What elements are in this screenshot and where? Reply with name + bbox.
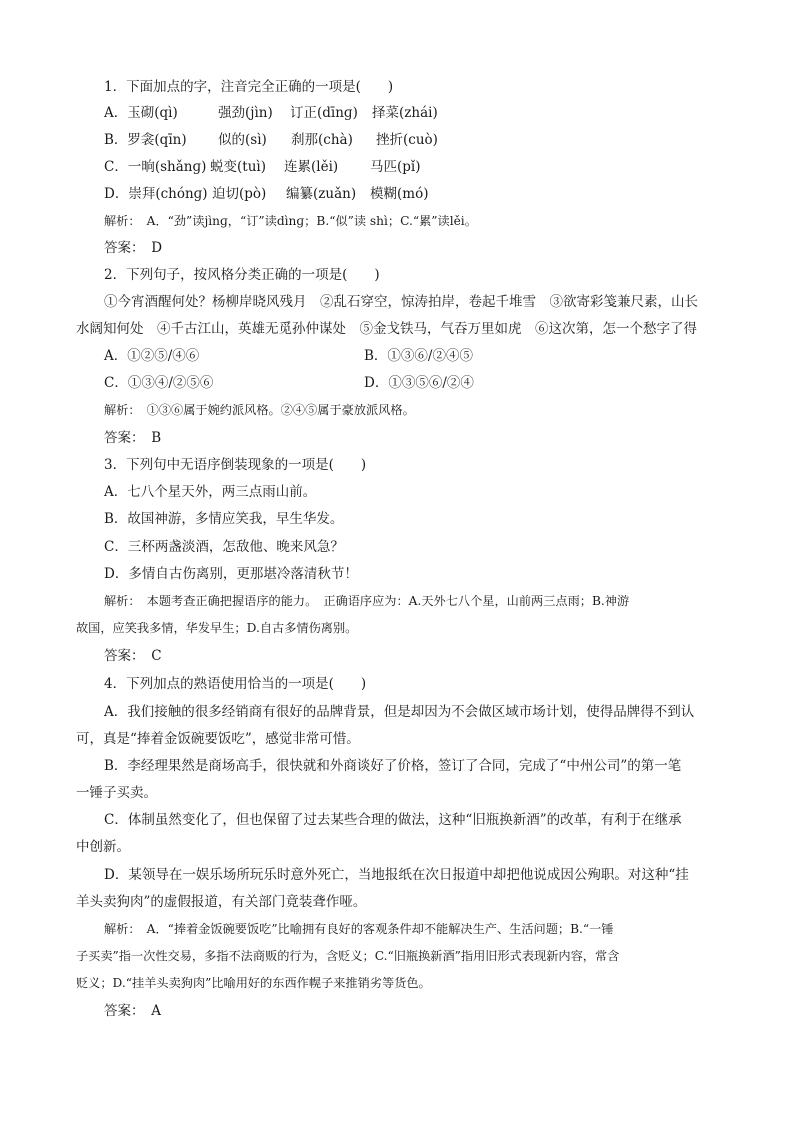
q3-option-d: D．多情自古伤离别，更那堪冷落清秋节！ — [104, 566, 358, 582]
q4-option-d-line-2: 羊头卖狗肉”的虚假报道，有关部门竟装聋作哑。 — [76, 894, 367, 910]
q4-option-a-line-2: 可，真是“捧着金饭碗要饭吃”，感觉非常可惜。 — [76, 731, 360, 747]
question-3-analysis-line-1: 解析： 本题考查正确把握语序的能力。 正确语序应为：A.天外七八个星，山前两三点雨；B.神游 — [104, 594, 630, 608]
q3-option-c: C．三杯两盏淡酒，怎敌他、晚来风急？ — [104, 539, 344, 555]
q1-option-c-1: C．一晌(shǎnɡ) — [104, 159, 207, 175]
q2-option-b: B．①③⑥/②④⑤ — [364, 348, 473, 364]
q1-option-c-2: 蜕变(tuì) — [210, 159, 266, 175]
q4-option-b-line-2: 一锤子买卖。 — [76, 785, 157, 801]
q1-option-c-4: 马匹(pǐ) — [370, 159, 421, 175]
question-4-analysis-line-3: 贬义；D.“挂羊头卖狗肉”比喻用好的东西作幌子来推销劣等货色。 — [76, 976, 431, 990]
q4-option-c-line-2: 中创新。 — [76, 839, 130, 855]
q4-option-c-line-1: C．体制虽然变化了，但也保留了过去某些合理的做法，这种“旧瓶换新酒”的改革，有利于在继承 — [104, 812, 682, 828]
question-3-stem: 3．下列句中无语序倒装现象的一项是( ) — [104, 457, 367, 473]
question-3-answer: 答案： C — [104, 648, 162, 664]
question-4-stem: 4．下列加点的熟语使用恰当的一项是( ) — [104, 676, 367, 692]
q1-option-d-1: D．崇拜(chónɡ) — [104, 186, 208, 202]
question-4-analysis-line-2: 子买卖”指一次性交易，多指不法商贩的行为，含贬义；C.“旧瓶换新酒”指用旧形式表现新内容，常含 — [76, 949, 620, 963]
q2-option-c: C．①③④/②⑤⑥ — [104, 375, 214, 391]
question-4-answer: 答案： A — [104, 1003, 161, 1019]
q1-option-b-4: 挫折(cuò) — [376, 132, 438, 148]
q1-option-d-2: 迫切(pò) — [212, 186, 267, 202]
q1-option-a-4: 择菜(zhái) — [372, 105, 438, 121]
question-2-body-line-1: ①今宵酒醒何处？杨柳岸晓风残月 ②乱石穿空，惊涛拍岸，卷起千堆雪 ③欲寄彩笺兼尺素，山长 — [104, 294, 698, 310]
question-1-stem: 1．下面加点的字，注音完全正确的一项是( ) — [104, 79, 394, 95]
question-2-stem: 2．下列句子，按风格分类正确的一项是( ) — [104, 267, 380, 283]
question-1-analysis: 解析： A．“劲”读jìnɡ，“订”读dìnɡ；B.“似”读 shì；C.“累”读lěi。 — [104, 214, 477, 228]
q1-option-b-3: 刹那(chà) — [291, 132, 353, 148]
question-2-body-line-2: 水阔知何处 ④千古江山，英雄无觅孙仲谋处 ⑤金戈铁马，气吞万里如虎 ⑥这次第，怎一个愁字了得 — [76, 321, 697, 337]
question-1-answer: 答案： D — [104, 240, 163, 256]
q1-option-c-3: 连累(lěi) — [284, 159, 339, 175]
q2-option-d: D．①③⑤⑥/②④ — [364, 375, 474, 391]
question-2-answer: 答案： B — [104, 430, 162, 446]
q3-option-b: B．故国神游，多情应笑我，早生华发。 — [104, 511, 344, 527]
question-3-analysis-line-2: 故国，应笑我多情，华发早生；D.自古多情伤离别。 — [76, 621, 358, 635]
q1-option-d-4: 模糊(mó) — [370, 186, 429, 202]
q4-option-a-line-1: A．我们接触的很多经销商有很好的品牌背景，但是却因为不会做区域市场计划，使得品牌得不到认 — [104, 704, 695, 720]
question-2-analysis: 解析： ①③⑥属于婉约派风格。②④⑤属于豪放派风格。 — [104, 403, 415, 417]
q1-option-a-2: 强劲(jìn) — [218, 105, 273, 121]
q4-option-d-line-1: D．某领导在一娱乐场所玩乐时意外死亡，当地报纸在次日报道中却把他说成因公殉职。对这种“挂 — [104, 867, 689, 883]
q1-option-d-3: 编纂(zuǎn) — [286, 186, 357, 202]
q1-option-b-1: B．罗衾(qīn) — [104, 132, 187, 148]
q3-option-a: A．七八个星天外，两三点雨山前。 — [104, 484, 317, 500]
q1-option-a-1: A．玉砌(qì) — [104, 105, 178, 121]
q2-option-a: A．①②⑤/④⑥ — [104, 348, 200, 364]
q4-option-b-line-1: B．李经理果然是商场高手，很快就和外商谈好了价格，签订了合同，完成了“中州公司”的第一笔 — [104, 758, 682, 774]
q1-option-a-3: 订正(dīnɡ) — [290, 105, 358, 121]
q1-option-b-2: 似的(sì) — [218, 132, 267, 148]
question-4-analysis-line-1: 解析： A．“捧着金饭碗要饭吃”比喻拥有良好的客观条件却不能解决生产、生活问题；B.“一锤 — [104, 922, 614, 936]
